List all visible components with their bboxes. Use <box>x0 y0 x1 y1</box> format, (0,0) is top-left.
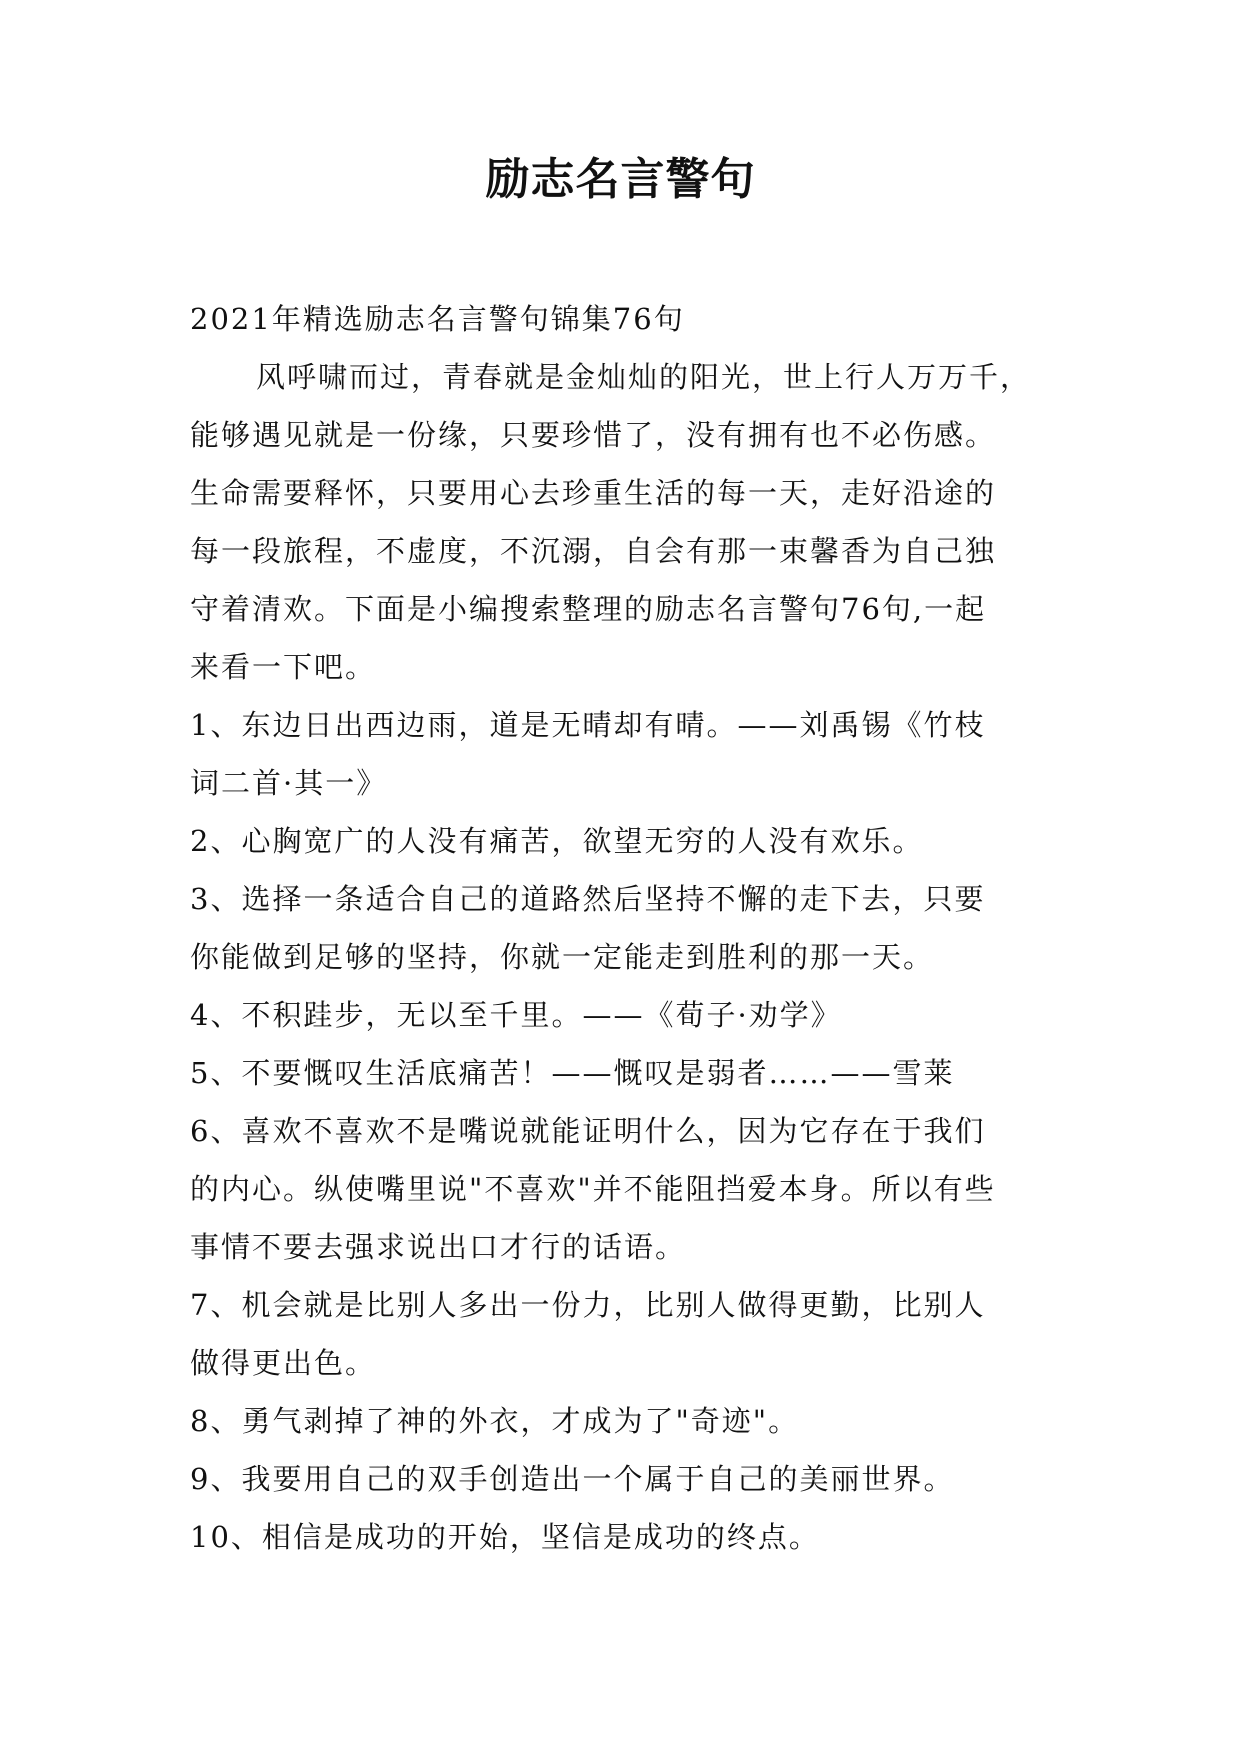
quote-line: 的内心。纵使嘴里说"不喜欢"并不能阻挡爱本身。所以有些 <box>190 1172 996 1206</box>
quote-line: 事情不要去强求说出口才行的话语。 <box>190 1230 687 1264</box>
paragraph-line: 守着清欢。下面是小编搜索整理的励志名言警句76句,一起 <box>190 592 987 626</box>
quote-line: 1、东边日出西边雨，道是无晴却有晴。——刘禹锡《竹枝 <box>190 708 986 742</box>
quote-line: 9、我要用自己的双手创造出一个属于自己的美丽世界。 <box>190 1462 955 1496</box>
quote-line: 5、不要慨叹生活底痛苦！——慨叹是弱者……——雪莱 <box>190 1056 955 1090</box>
quote-line: 词二首·其一》 <box>190 766 388 800</box>
quote-line: 8、勇气剥掉了神的外衣，才成为了"奇迹"。 <box>190 1404 800 1438</box>
quote-line: 4、不积跬步，无以至千里。——《荀子·劝学》 <box>190 998 842 1032</box>
quote-line: 10、相信是成功的开始，坚信是成功的终点。 <box>190 1520 820 1554</box>
quote-line: 2、心胸宽广的人没有痛苦，欲望无穷的人没有欢乐。 <box>190 824 924 858</box>
document-title: 励志名言警句 <box>485 154 756 205</box>
paragraph-line: 生命需要释怀，只要用心去珍重生活的每一天，走好沿途的 <box>190 476 997 510</box>
paragraph-line: 来看一下吧。 <box>190 650 377 684</box>
intro-line: 2021年精选励志名言警句锦集76句 <box>190 302 685 336</box>
quote-line: 7、机会就是比别人多出一份力，比别人做得更勤，比别人 <box>190 1288 986 1322</box>
paragraph-line: 能够遇见就是一份缘，只要珍惜了，没有拥有也不必伤感。 <box>190 418 997 452</box>
paragraph-line: 风呼啸而过，青春就是金灿灿的阳光，世上行人万万千， <box>256 360 1032 394</box>
quote-line: 3、选择一条适合自己的道路然后坚持不懈的走下去，只要 <box>190 882 986 916</box>
quote-line: 做得更出色。 <box>190 1346 377 1380</box>
paragraph-line: 每一段旅程，不虚度，不沉溺，自会有那一束馨香为自己独 <box>190 534 997 568</box>
quote-line: 你能做到足够的坚持，你就一定能走到胜利的那一天。 <box>190 940 935 974</box>
quote-line: 6、喜欢不喜欢不是嘴说就能证明什么，因为它存在于我们 <box>190 1114 986 1148</box>
document-body <box>190 290 1075 1566</box>
